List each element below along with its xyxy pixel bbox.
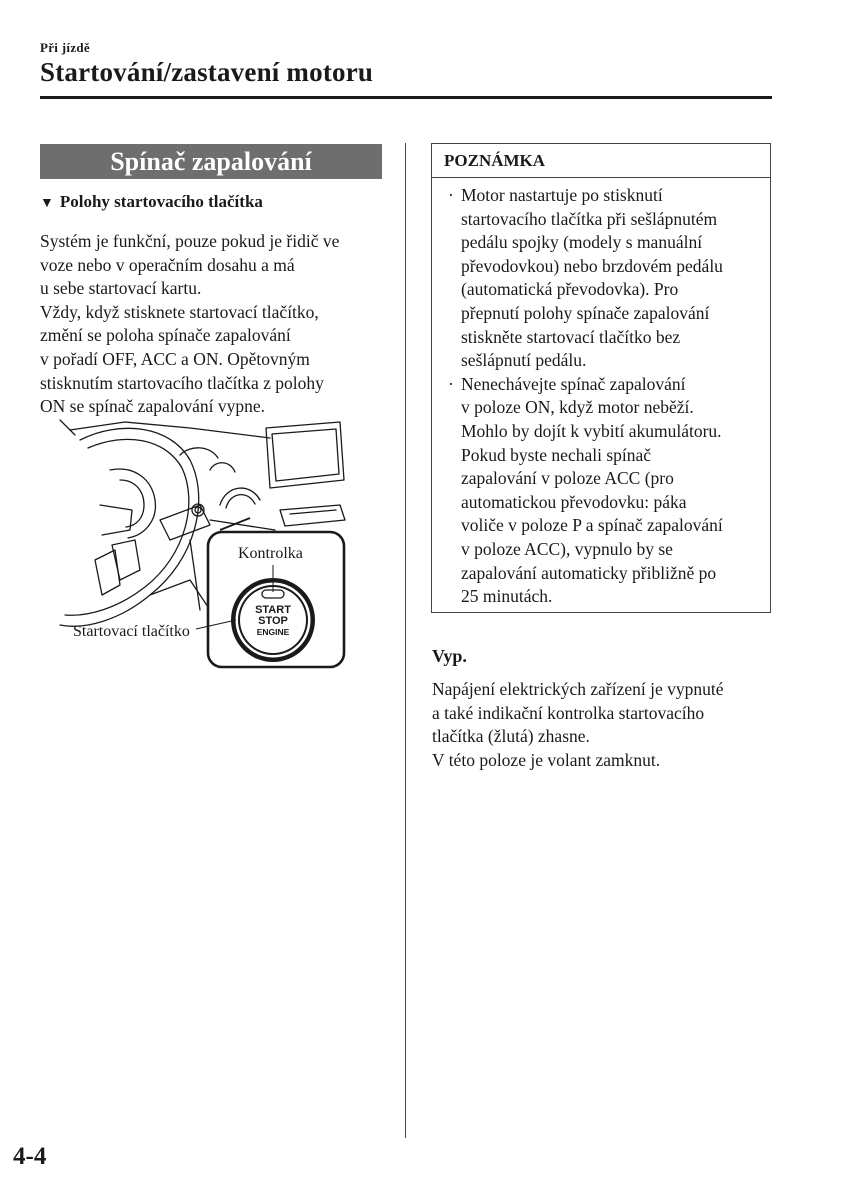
section-label: Při jízdě bbox=[40, 40, 90, 55]
note-list bbox=[444, 184, 764, 609]
column-divider bbox=[405, 143, 406, 1138]
steering-wheel-outline bbox=[60, 428, 199, 626]
note-item-text: Motor nastartuje po stisknutí startovacího tlačítka při sešlápnutém pedálu spojky (modely s manuální převodovkou) nebo brzdovém pedálu (automatická převodovka). Pro přepnutí polohy spínače zapalování stiskněte startovací tlačítko bez sešlápnutí pedálu. bbox=[461, 185, 723, 371]
start-button-label: Startovací tlačítko bbox=[73, 623, 190, 640]
note-item-text: Nenechávejte spínač zapalování v poloze ON, když motor neběží. Mohlo by dojít k vybití akumulátoru. Pokud byste nechali spínač zapalování v poloze ACC (pro automatickou převodovku: páka voliče v poloze P a spínač zapalování v poloze ACC), vypnulo by se zapalování automaticky přibližně po 25 minutách. bbox=[461, 373, 723, 607]
note-item bbox=[444, 373, 764, 609]
off-position-heading: Vyp. bbox=[432, 646, 467, 666]
bullet-icon: · bbox=[448, 185, 454, 205]
button-text-engine: ENGINE bbox=[256, 627, 290, 637]
indicator-label: Kontrolka bbox=[238, 545, 303, 562]
subheading bbox=[40, 192, 263, 212]
triangle-marker-icon: ▼ bbox=[40, 196, 54, 211]
note-header: POZNÁMKA bbox=[432, 144, 770, 178]
button-text-stop: STOP bbox=[258, 615, 288, 627]
button-text-start: START bbox=[255, 604, 291, 616]
dashboard-illustration bbox=[40, 410, 360, 685]
chapter-title: Startování/zastavení motoru bbox=[40, 57, 374, 87]
ignition-description: Systém je funkční, pouze pokud je řidič ve voze nebo v operačním dosahu a má u sebe startovací kartu. Vždy, když stisknete startovací tlačítko, změní se poloha spínače zapalování v pořadí OFF, ACC a ON. Opětovným stisknutím startovacího tlačítka z polohy ON se spínač zapalování vypne. bbox=[40, 231, 340, 417]
header-rule bbox=[40, 96, 772, 99]
bullet-icon: · bbox=[448, 373, 454, 394]
section-title-banner: Spínač zapalování bbox=[40, 144, 382, 179]
page-number: 4-4 bbox=[13, 1143, 47, 1170]
note-box bbox=[431, 143, 771, 613]
off-position-description: Napájení elektrických zařízení je vypnuté a také indikační kontrolka startovacího tlačítka (žlutá) zhasne. V této poloze je volant zamknut. bbox=[432, 679, 724, 770]
note-item bbox=[444, 184, 764, 373]
subheading-text: Polohy startovacího tlačítka bbox=[59, 192, 263, 211]
